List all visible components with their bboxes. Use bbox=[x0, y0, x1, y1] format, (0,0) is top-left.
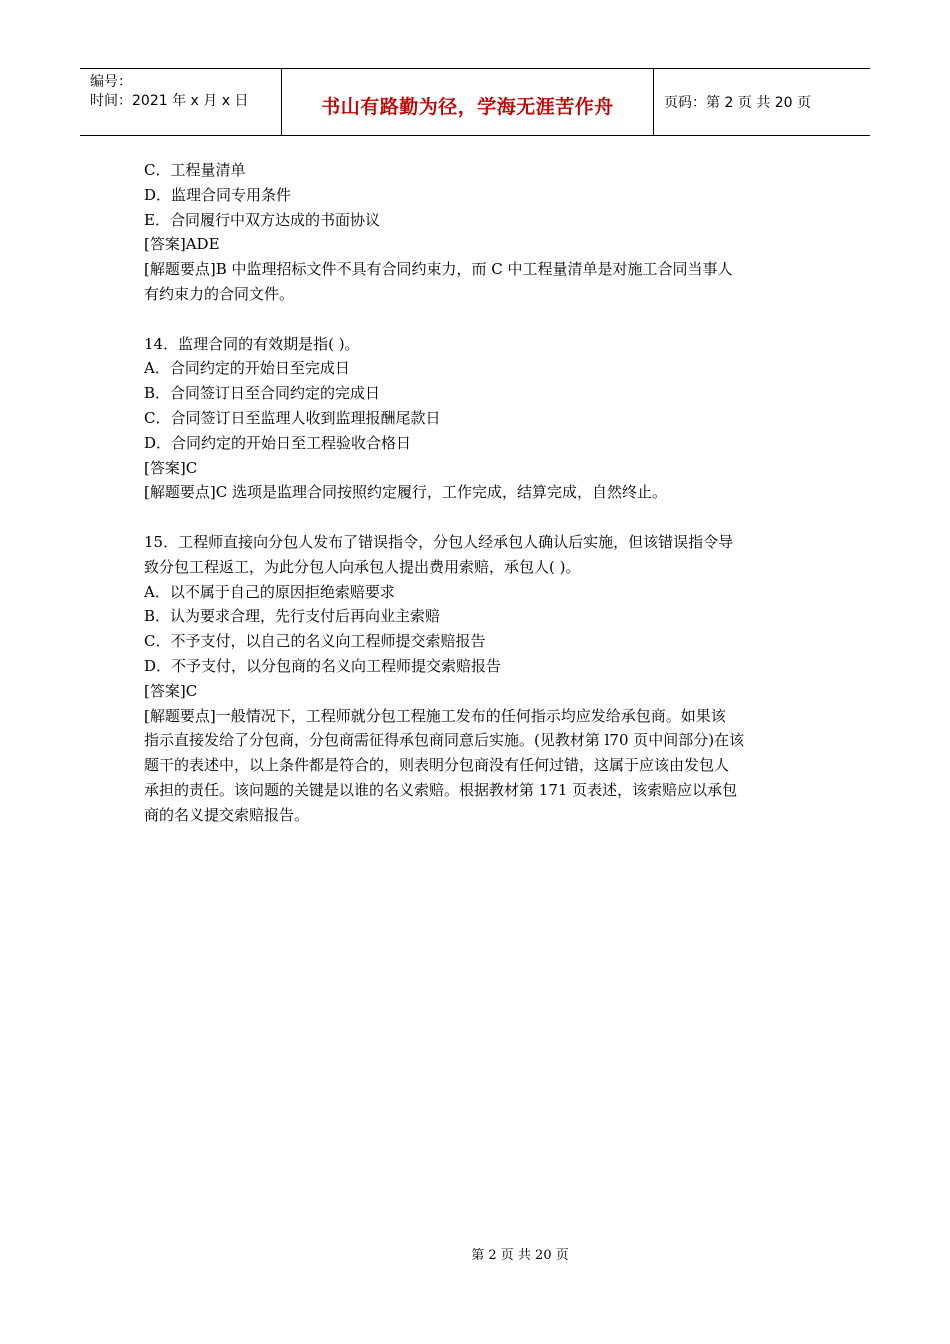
header-motto-cell bbox=[282, 69, 654, 135]
q14-option-b: B．合同签订日至合同约定的完成日 bbox=[144, 384, 381, 403]
document-time-label: 时间：2021 年 x 月 x 日 bbox=[90, 93, 249, 109]
q13-option-e: E．合同履行中双方达成的书面协议 bbox=[144, 210, 380, 229]
q15-question-line: 致分包工程返工，为此分包人向承包人提出费用索赔，承包人( )。 bbox=[144, 557, 581, 576]
q13-option-c: C．工程量清单 bbox=[144, 161, 246, 179]
page-header bbox=[80, 68, 870, 136]
q14-answer: [答案]C bbox=[144, 458, 198, 477]
footer-page-number: 第 2 页 共 20 页 bbox=[471, 1248, 569, 1263]
document-number-label: 编号： bbox=[90, 74, 132, 90]
q14-option-a: A．合同约定的开始日至完成日 bbox=[144, 359, 350, 378]
header-motto: 书山有路勤为径，学海无涯苦作舟 bbox=[321, 95, 614, 118]
header-meta-cell bbox=[80, 69, 282, 135]
q13-answer: [答案]ADE bbox=[144, 235, 220, 254]
q15-analysis-line: 承担的责任。该问题的关键是以谁的名义索赔。根据教材第 171 页表述，该索赔应以承包 bbox=[144, 780, 738, 799]
q14-analysis: [解题要点]C 选项是监理合同按照约定履行，工作完成，结算完成，自然终止。 bbox=[144, 483, 667, 502]
header-page-cell bbox=[654, 69, 870, 135]
q15-analysis-line: 题干的表述中，以上条件都是符合的，则表明分包商没有任何过错，这属于应该由发包人 bbox=[144, 756, 730, 775]
q14-question: 14．监理合同的有效期是指( )。 bbox=[144, 334, 360, 353]
q15-option-b: B．认为要求合理，先行支付后再向业主索赔 bbox=[144, 607, 441, 626]
q13-analysis-line: [解题要点]B 中监理招标文件不具有合同约束力，而 C 中工程量清单是对施工合同当事人 bbox=[144, 260, 733, 279]
q15-option-d: D．不予支付，以分包商的名义向工程师提交索赔报告 bbox=[144, 656, 502, 675]
q15-analysis-line: [解题要点]一般情况下，工程师就分包工程施工发布的任何指示均应发给承包商。如果该 bbox=[144, 706, 726, 725]
q15-answer: [答案]C bbox=[144, 681, 198, 700]
q15-analysis-line: 指示直接发给了分包商，分包商需征得承包商同意后实施。(见教材第 l70 页中间部分)在该 bbox=[144, 731, 745, 750]
q14-option-c: C．合同签订日至监理人收到监理报酬尾款日 bbox=[144, 408, 441, 427]
q13-option-d: D．监理合同专用条件 bbox=[144, 185, 292, 204]
q15-option-c: C．不予支付，以自己的名义向工程师提交索赔报告 bbox=[144, 632, 486, 651]
spacer bbox=[144, 307, 809, 332]
document-body bbox=[144, 158, 809, 828]
q13-analysis-line: 有约束力的合同文件。 bbox=[144, 284, 295, 303]
page-footer bbox=[0, 1244, 950, 1263]
header-page-code: 页码：第 2 页 共 20 页 bbox=[664, 95, 811, 111]
q15-question-line: 15．工程师直接向分包人发布了错误指令，分包人经承包人确认后实施，但该错误指令导 bbox=[144, 532, 734, 551]
q15-option-a: A．以不属于自己的原因拒绝索赔要求 bbox=[144, 582, 395, 601]
q15-analysis-line: 商的名义提交索赔报告。 bbox=[144, 805, 310, 824]
q14-option-d: D．合同约定的开始日至工程验收合格日 bbox=[144, 433, 412, 452]
spacer bbox=[144, 505, 809, 530]
